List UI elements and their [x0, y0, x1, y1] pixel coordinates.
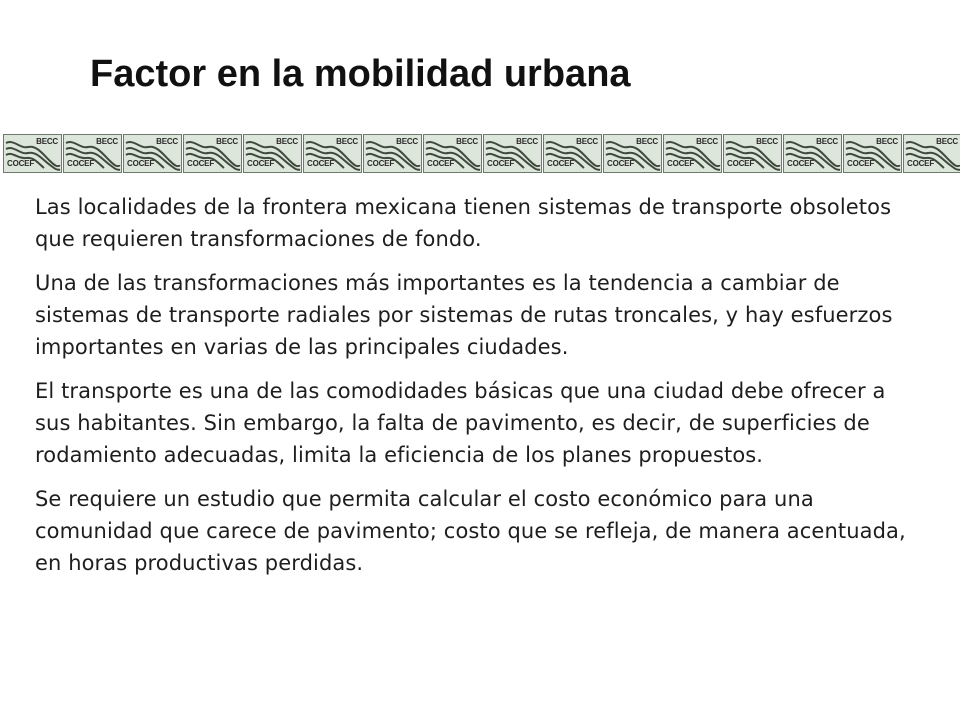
logo-label-top: BECC [456, 137, 478, 146]
logo-label-bottom: COCEF [907, 159, 935, 168]
logo-label-bottom: COCEF [187, 159, 215, 168]
becc-cocef-logo-tile [3, 134, 62, 173]
becc-cocef-logo-tile [843, 134, 902, 173]
logo-label-top: BECC [876, 137, 898, 146]
logo-label-top: BECC [816, 137, 838, 146]
becc-cocef-logo-tile [663, 134, 722, 173]
logo-label-top: BECC [216, 137, 238, 146]
becc-cocef-logo-tile [423, 134, 482, 173]
becc-cocef-logo-tile [183, 134, 242, 173]
logo-label-bottom: COCEF [67, 159, 95, 168]
logo-label-top: BECC [756, 137, 778, 146]
becc-cocef-logo-tile [483, 134, 542, 173]
logo-label-bottom: COCEF [7, 159, 35, 168]
becc-cocef-logo-tile [543, 134, 602, 173]
logo-label-bottom: COCEF [127, 159, 155, 168]
logo-label-top: BECC [96, 137, 118, 146]
paragraph-3: El transporte es una de las comodidades básicas que una ciudad debe ofrecer a sus habitantes. Sin embargo, la falta de pavimento, es decir, de superficies de rodamiento adecuadas, limita la eficiencia de los planes propuestos. [35, 379, 886, 467]
page-title: Factor en la mobilidad urbana [90, 53, 631, 95]
logo-label-bottom: COCEF [727, 159, 755, 168]
logo-label-bottom: COCEF [367, 159, 395, 168]
logo-label-bottom: COCEF [487, 159, 515, 168]
becc-cocef-logo-tile [903, 134, 960, 173]
logo-label-top: BECC [696, 137, 718, 146]
becc-cocef-logo-tile [363, 134, 422, 173]
logo-label-bottom: COCEF [247, 159, 275, 168]
logo-label-top: BECC [636, 137, 658, 146]
logo-label-top: BECC [396, 137, 418, 146]
logo-label-top: BECC [516, 137, 538, 146]
becc-cocef-logo-tile [63, 134, 122, 173]
logo-label-bottom: COCEF [607, 159, 635, 168]
logo-label-bottom: COCEF [847, 159, 875, 168]
logo-label-bottom: COCEF [547, 159, 575, 168]
logo-label-top: BECC [336, 137, 358, 146]
becc-cocef-logo-tile [723, 134, 782, 173]
paragraph-1: Las localidades de la frontera mexicana tienen sistemas de transporte obsoletos que requieren transformaciones de fondo. [35, 195, 892, 251]
becc-cocef-logo-tile [603, 134, 662, 173]
logo-label-top: BECC [156, 137, 178, 146]
becc-cocef-logo-tile [783, 134, 842, 173]
becc-cocef-logo-tile [243, 134, 302, 173]
logo-label-bottom: COCEF [787, 159, 815, 168]
logo-label-bottom: COCEF [307, 159, 335, 168]
paragraph-4: Se requiere un estudio que permita calcular el costo económico para una comunidad que carece de pavimento; costo que se refleja, de manera acentuada, en horas productivas perdidas. [35, 487, 906, 575]
slide-body [35, 191, 915, 591]
logo-label-top: BECC [36, 137, 58, 146]
becc-cocef-logo-tile [123, 134, 182, 173]
paragraph-2: Una de las transformaciones más importantes es la tendencia a cambiar de sistemas de transporte radiales por sistemas de rutas troncales, y hay esfuerzos importantes en varias de las principales ciudades. [35, 271, 893, 359]
logo-label-bottom: COCEF [427, 159, 455, 168]
logo-label-bottom: COCEF [667, 159, 695, 168]
logo-banner [3, 134, 960, 173]
logo-label-top: BECC [576, 137, 598, 146]
logo-label-top: BECC [276, 137, 298, 146]
logo-label-top: BECC [936, 137, 958, 146]
becc-cocef-logo-tile [303, 134, 362, 173]
